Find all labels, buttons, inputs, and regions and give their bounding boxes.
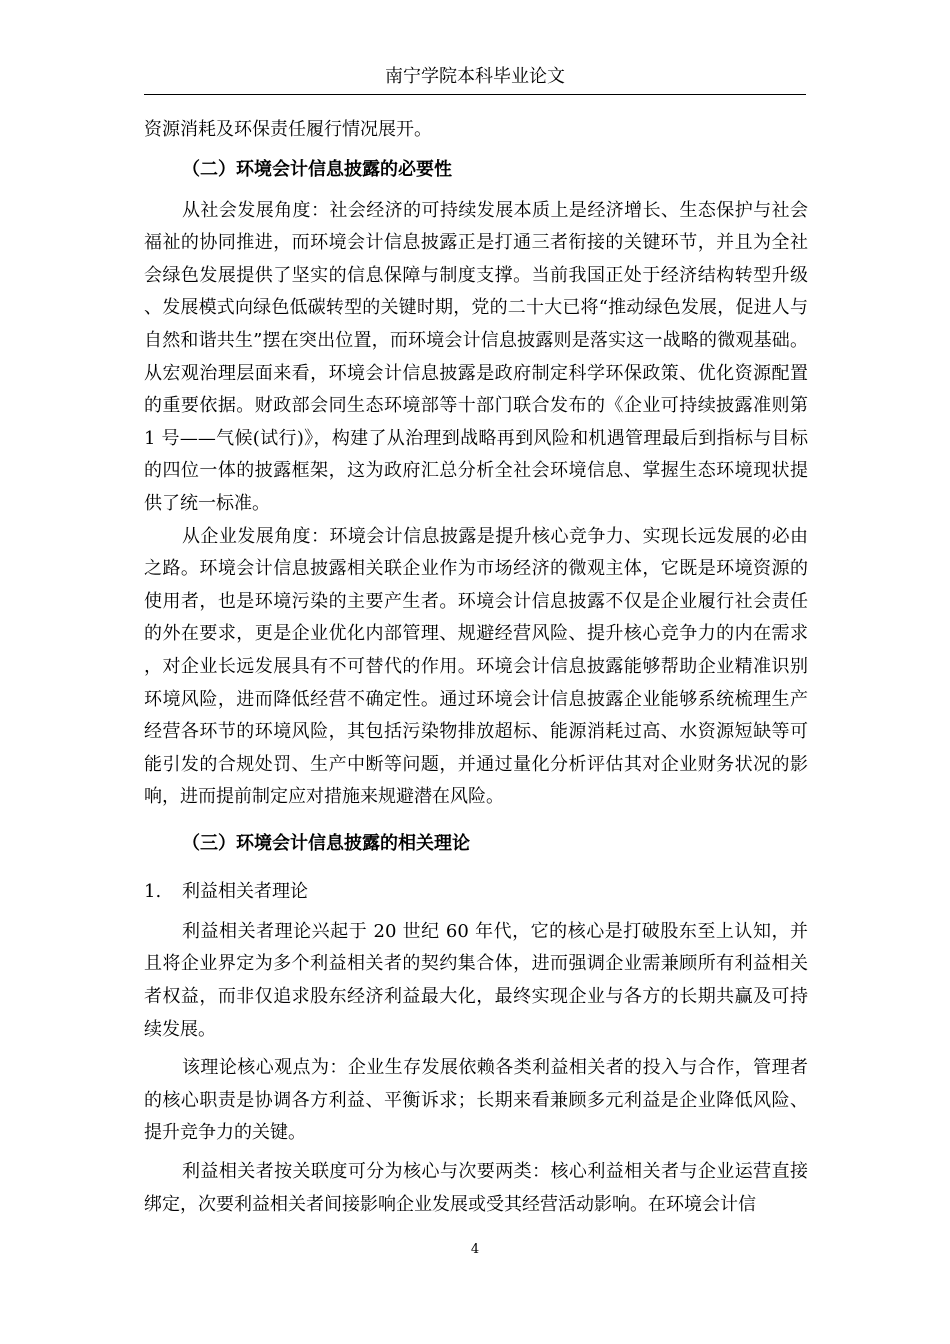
section-heading-theories: （三）环境会计信息披露的相关理论 xyxy=(182,832,470,854)
subsection-title: 利益相关者理论 xyxy=(182,880,308,902)
page-header: 南宁学院本科毕业论文 xyxy=(144,64,806,95)
paragraph-theory-origin: 利益相关者理论兴起于 20 世纪 60 年代，它的核心是打破股东至上认知，并且将企业界定为多个利益相关者的契约集合体，进而强调企业需兼顾所有利益相关者权益，而非仅追求股东经济利益最大化，最终实现企业与各方的长期共赢及可持续发展。 xyxy=(144,920,808,1040)
paragraph-enterprise-development: 从企业发展角度：环境会计信息披露是提升核心竞争力、实现长远发展的必由之路。环境会计信息披露相关联企业作为市场经济的微观主体，它既是环境资源的使用者，也是环境污染的主要产生者。环境会计信息披露不仅是企业履行社会责任的外在要求，更是企业优化内部管理、规避经营风险、提升核心竞争力的内在需求，对企业长远发展具有不可替代的作用。环境会计信息披露能够帮助企业精准识别环境风险，进而降低经营不确定性。通过环境会计信息披露企业能够系统梳理生产经营各环节的环境风险，其包括污染物排放超标、能源消耗过高、水资源短缺等可能引发的合规处罚、生产中断等问题，并通过量化分析评估其对企业财务状况的影响，进而提前制定应对措施来规避潜在风险。 xyxy=(144,525,808,808)
paragraph-continued: 资源消耗及环保责任履行情况展开。 xyxy=(144,119,432,140)
paragraph-social-development: 从社会发展角度：社会经济的可持续发展本质上是经济增长、生态保护与社会福祉的协同推进，而环境会计信息披露正是打通三者衔接的关键环节，并且为全社会绿色发展提供了坚实的信息保障与制度支撑。当前我国正处于经济结构转型升级、发展模式向绿色低碳转型的关键时期，党的二十大已将“推动绿色发展，促进人与自然和谐共生”摆在突出位置，而环境会计信息披露则是落实这一战略的微观基础。从宏观治理层面来看，环境会计信息披露是政府制定科学环保政策、优化资源配置的重要依据。财政部会同生态环境部等十部门联合发布的《企业可持续披露准则第 1 号——气候(试行)》，构建了从治理到战略再到风险和机遇管理最后到指标与目标的四位一体的披露框架，这为政府汇总分析全社会环境信息、掌握生态环境现状提供了统一标准。 xyxy=(144,199,808,514)
subsection-number: 1. xyxy=(144,880,162,902)
paragraph-stakeholder-classification: 利益相关者按关联度可分为核心与次要两类：核心利益相关者与企业运营直接绑定，次要利益相关者间接影响企业发展或受其经营活动影响。在环境会计信 xyxy=(144,1161,808,1215)
subsection-heading-stakeholder-theory xyxy=(144,868,808,916)
page-content xyxy=(144,114,808,1221)
section-heading-necessity: （二）环境会计信息披露的必要性 xyxy=(182,159,452,181)
page-number: 4 xyxy=(470,1242,480,1257)
paragraph-theory-core-view: 该理论核心观点为：企业生存发展依赖各类利益相关者的投入与合作，管理者的核心职责是协调各方利益、平衡诉求；长期来看兼顾多元利益是企业降低风险、提升竞争力的关键。 xyxy=(144,1057,808,1144)
